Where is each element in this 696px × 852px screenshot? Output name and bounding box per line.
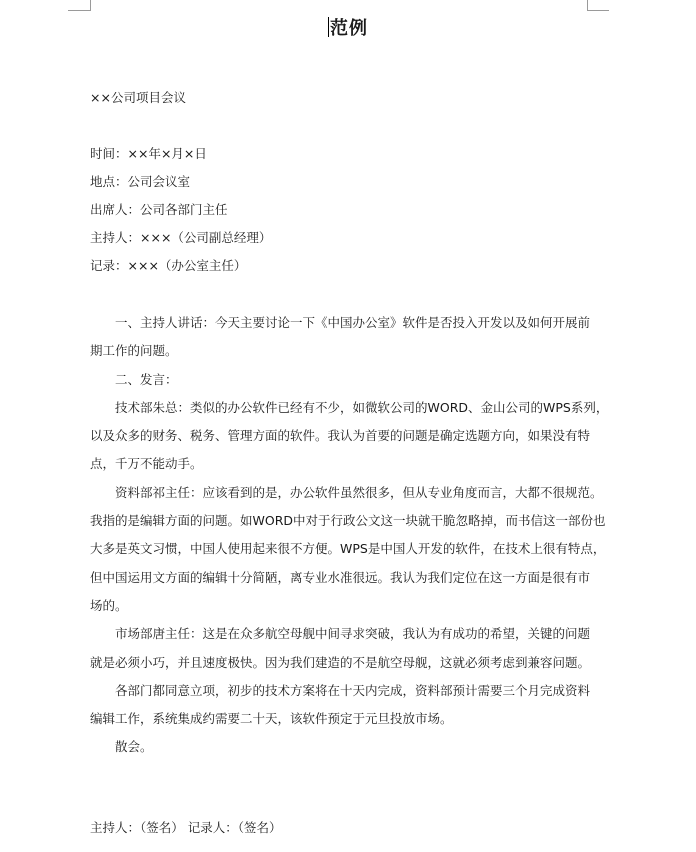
text-line: 就是必须小巧，并且速度极快。因为我们建造的不是航空母舰，这就必须考虑到兼容问题。 <box>90 654 591 670</box>
meeting-host: 主持人：×××（公司副总经理） <box>90 230 272 245</box>
crop-mark <box>587 0 588 11</box>
text-line: 散会。 <box>115 739 153 755</box>
crop-mark <box>587 10 609 11</box>
signature-line: 主持人：（签名） 记录人：（签名） <box>90 820 282 835</box>
paragraph-opening-speech <box>90 309 609 762</box>
text-line: 场的。 <box>90 597 128 613</box>
meeting-name: ××公司项目会议 <box>90 90 186 105</box>
text-line: 编辑工作，系统集成约需要二十天，该软件预定于元旦投放市场。 <box>90 711 453 727</box>
text-line: 资料部祁主任：应该看到的是，办公软件虽然很多，但从专业角度而言，大都不很规范。 <box>115 484 603 500</box>
text-line: 二、发言： <box>115 371 178 387</box>
text-line: 大多是英文习惯，中国人使用起来很不方便。WPS是中国人开发的软件，在技术上很有特点， <box>90 541 606 557</box>
text-line: 点，千万不能动手。 <box>90 456 203 472</box>
crop-mark <box>68 10 90 11</box>
text-line: 市场部唐主任：这是在众多航空母舰中间寻求突破，我认为有成功的希望，关键的问题 <box>115 626 591 642</box>
text-line: 各部门都同意立项，初步的技术方案将在十天内完成，资料部预计需要三个月完成资料 <box>115 682 591 698</box>
text-line: 一、主持人讲话：今天主要讨论一下《中国办公室》软件是否投入开发以及如何开展前 <box>115 315 591 330</box>
meeting-time: 时间：××年×月×日 <box>90 146 207 161</box>
text-cursor <box>328 17 329 37</box>
text-line: 技术部朱总：类似的办公软件已经有不少，如微软公司的WORD、金山公司的WPS系列， <box>115 399 609 415</box>
text-line: 期工作的问题。 <box>90 343 178 359</box>
title-text: 范例 <box>330 18 368 39</box>
text-line: 但中国运用文方面的编辑十分简陋，离专业水准很远。我认为我们定位在这一方面是很有市 <box>90 569 591 585</box>
meeting-attendees: 出席人：公司各部门主任 <box>90 202 228 217</box>
crop-mark <box>90 0 91 11</box>
document-title[interactable] <box>0 14 696 40</box>
text-line: 我指的是编辑方面的问题。如WORD中对于行政公文这一块就干脆忽略掉，而书信这一部份也 <box>90 513 606 529</box>
text-line: 以及众多的财务、税务、管理方面的软件。我认为首要的问题是确定选题方向，如果没有特 <box>90 428 591 444</box>
meeting-recorder: 记录：×××（办公室主任） <box>90 258 247 273</box>
meeting-place: 地点：公司会议室 <box>90 174 191 189</box>
